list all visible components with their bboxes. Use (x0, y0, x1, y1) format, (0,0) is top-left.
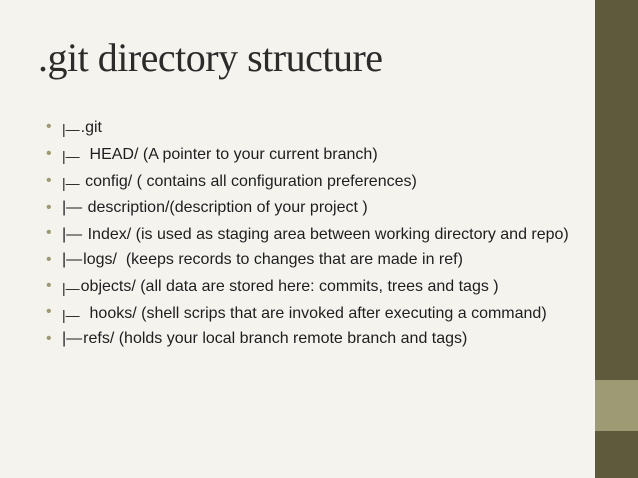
list-item-git (46, 114, 576, 141)
list-item-hooks (46, 300, 576, 326)
list-item-text: logs/ (keeps records to changes that are made in ref) (83, 251, 463, 268)
bullet-icon: • (46, 277, 52, 294)
list-item-config (46, 168, 576, 195)
list-item-text: .git (80, 119, 102, 136)
bullet-list (46, 114, 576, 352)
slide-title: .git directory structure (38, 35, 383, 80)
list-item-text: HEAD/ (A pointer to your current branch) (80, 146, 378, 163)
tree-branch-icon: |— (62, 251, 83, 268)
list-item-refs (46, 326, 576, 352)
tree-branch-icon: |— (62, 330, 83, 347)
list-item-text: Index/ (is used as staging area between working directory and repo) (83, 226, 569, 243)
tree-branch-icon: |— (62, 121, 80, 137)
list-item-text: objects/ (all data are stored here: commits, trees and tags ) (80, 278, 499, 295)
bullet-icon: • (46, 118, 52, 135)
bullet-icon: • (46, 251, 52, 268)
list-item-text: hooks/ (shell scrips that are invoked after executing a command) (80, 305, 547, 322)
bullet-icon: • (46, 224, 52, 241)
bullet-icon: • (46, 145, 52, 162)
list-item-text: description/(description of your project ) (83, 199, 368, 216)
list-item-head (46, 141, 576, 168)
bullet-icon: • (46, 199, 52, 216)
list-item-description (46, 195, 576, 221)
tree-branch-icon: |— (62, 226, 83, 243)
list-item-index (46, 221, 576, 247)
bullet-icon: • (46, 330, 52, 347)
sidebar-band-accent (595, 380, 638, 431)
bullet-icon: • (46, 303, 52, 320)
list-item-logs (46, 247, 576, 273)
tree-branch-icon: |— (62, 280, 80, 296)
list-item-text: config/ ( contains all configuration preferences) (80, 173, 417, 190)
tree-branch-icon: |— (62, 148, 80, 164)
list-item-text: refs/ (holds your local branch remote branch and tags) (83, 330, 468, 347)
tree-branch-icon: |— (62, 307, 80, 323)
list-item-objects (46, 273, 576, 300)
tree-branch-icon: |— (62, 199, 83, 216)
tree-branch-icon: |— (62, 175, 80, 191)
bullet-icon: • (46, 172, 52, 189)
